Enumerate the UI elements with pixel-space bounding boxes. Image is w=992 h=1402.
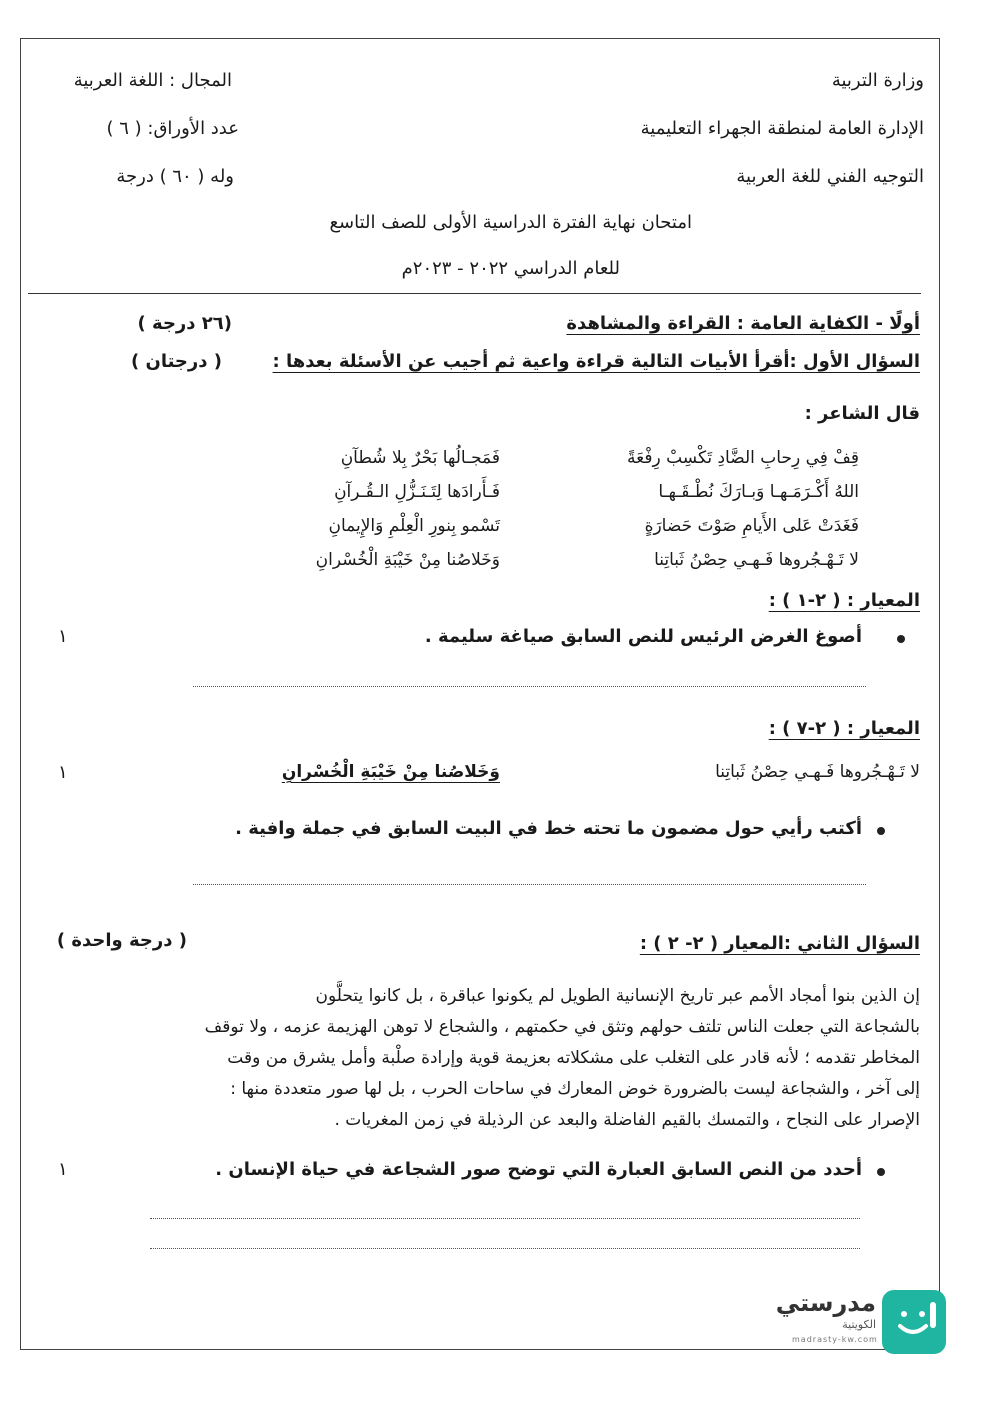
verse-4-first: لا تَـهْـجُروها فَـهـي حِصْنُ ثَباتِنا (654, 550, 859, 570)
question-2-marks: ( درجة واحدة ) (56, 930, 187, 951)
logo-icon (882, 1290, 946, 1354)
answer-line-4 (150, 1248, 860, 1249)
exam-title: امتحان نهاية الفترة الدراسية الأولى للصف التاسع (329, 212, 692, 233)
verse-2-second: فَـأَرادَها لِتَـنَـزُّلِ الـقُـرآنِ (334, 482, 500, 502)
task-3-mark: ١ (58, 1159, 68, 1180)
answer-line-3 (150, 1218, 860, 1219)
supervision-name: التوجيه الفني للغة العربية (736, 166, 924, 187)
poet-intro: قال الشاعر : (804, 403, 920, 424)
verse-3-second: تَسْمو بِنورِ الْعِلْمِ وَالإِيمانِ (328, 516, 500, 536)
logo-subtitle: الكويتية (842, 1318, 876, 1331)
verse-2-first: اللهُ أَكْـرَمَـهـا وَبـارَكَ نُطْـقَـهـا (658, 482, 859, 502)
paragraph-line: إن الذين بنوا أمجاد الأمم عبر تاريخ الإنسانية الطويل لم يكونوا عباقرة ، بل كانوا يتحلَّون (315, 986, 920, 1006)
exam-field: المجال : اللغة العربية (73, 70, 232, 91)
verse-4-second: وَخَلاصُنا مِنْ خَيْبَةِ الْخُسْرانِ (315, 550, 500, 570)
section-title: أولًا - الكفاية العامة : القراءة والمشاهدة (566, 313, 920, 334)
header-divider (28, 293, 921, 294)
directorate-name: الإدارة العامة لمنطقة الجهراء التعليمية (640, 118, 924, 139)
reading-paragraph (40, 981, 920, 1136)
question-1-title: السؤال الأول :أقرأ الأبيات التالية قراءة واعية ثم أجيب عن الأسئلة بعدها : (272, 351, 920, 372)
academic-year: للعام الدراسي ٢٠٢٢ - ٢٠٢٣م (401, 258, 620, 279)
section-marks: (٢٦ درجة ) (137, 313, 232, 334)
task-2: أكتب رأيي حول مضمون ما تحته خط في البيت السابق في جملة وافية . (235, 818, 862, 839)
logo-brand: مدرستي (775, 1289, 876, 1317)
page-border (20, 38, 940, 1350)
quoted-verse-second: وَخَلاصُنا مِنْ خَيْبَةِ الْخُسْرانِ (281, 762, 500, 782)
paragraph-line: الإصرار على النجاح ، والتمسك بالقيم الفاضلة والبعد عن الرذيلة في زمن المغريات . (334, 1110, 920, 1130)
answer-line-1 (193, 686, 866, 687)
logo-url: madrasty-kw.com (792, 1335, 878, 1344)
task-1: أصوغ الغرض الرئيس للنص السابق صياغة سليمة . (424, 626, 862, 647)
paragraph-line: إلى آخر ، والشجاعة ليست بالضرورة خوض المعارك في ساحات الحرب ، بل لها صور متعددة منها : (230, 1079, 920, 1099)
question-2-title: السؤال الثاني :المعيار ( ٢- ٢ ) : (639, 933, 920, 954)
verse-3-first: فَغَدَتْ عَلى الأَيامِ صَوْتَ حَضارَةٍ (644, 516, 859, 536)
question-1-marks: ( درجتان ) (130, 351, 222, 372)
answer-line-2 (193, 884, 866, 885)
quoted-verse-first: لا تَـهْـجُروها فَـهـي حِصْنُ ثَباتِنا (715, 762, 920, 782)
page-count: عدد الأوراق: ( ٦ ) (106, 118, 239, 139)
paragraph-line: المخاطر تقدمه ؛ لأنه قادر على التغلب على مشكلاته بعزيمة قوية وإرادة صلْبة وأمل يشرق من وقت (227, 1048, 920, 1068)
paragraph-line: بالشجاعة التي جعلت الناس تلتف حولهم وتثق في حكمتهم ، والشجاع لا توهن الهزيمة عزمه ، ولا توقف (204, 1017, 920, 1037)
verse-1-first: قِفْ فِي رِحابِ الضَّادِ تَكْسِبْ رِفْعَةً (627, 448, 859, 468)
verse-1-second: فَمَجـالُها بَحْرٌ بِلا شُطآنِ (340, 448, 500, 468)
bullet-icon (877, 1168, 885, 1176)
bullet-icon (877, 827, 885, 835)
task-2-mark: ١ (58, 762, 68, 783)
ministry-name: وزارة التربية (831, 70, 924, 91)
total-marks: وله ( ٦٠ ) درجة (116, 166, 234, 187)
criterion-2: المعيار : ( ٢-٧ ) : (768, 718, 920, 739)
task-1-mark: ١ (58, 626, 68, 647)
criterion-1: المعيار : ( ٢-١ ) : (768, 590, 920, 611)
task-3: أحدد من النص السابق العبارة التي توضح صور الشجاعة في حياة الإنسان . (215, 1159, 862, 1180)
bullet-icon (897, 635, 905, 643)
